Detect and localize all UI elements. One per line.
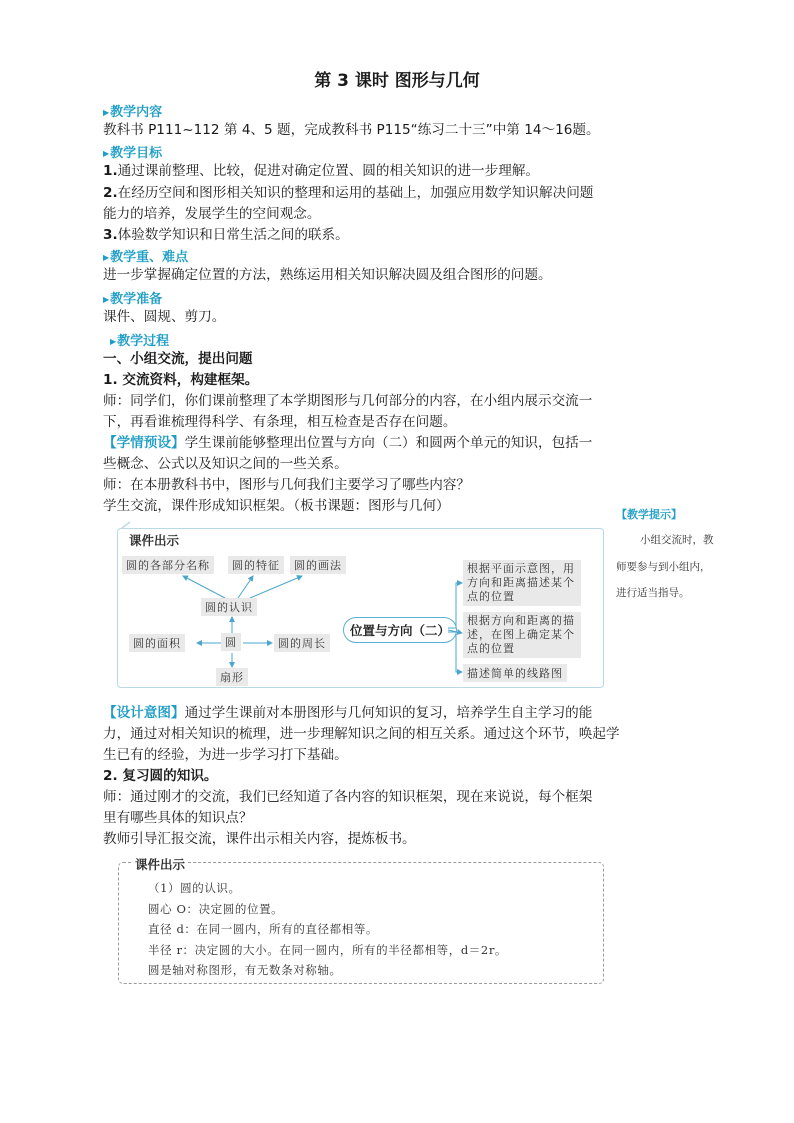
node-circle-parts: 圆的各部分名称 xyxy=(122,556,214,574)
circle-knowing-heading: （1）圆的认识。 xyxy=(148,881,241,895)
node-position-locate: 根据方向和距离的描述，在图上确定某个点的位置 xyxy=(463,612,581,658)
node-circle-knowing: 圆的认识 xyxy=(201,598,257,616)
teaching-tip-line-2: 师要参与到小组内， xyxy=(616,561,711,573)
section-process-heading: ▶教学过程 xyxy=(110,334,170,349)
section-goals-label: 教学目标 xyxy=(110,146,163,161)
goal-2-cont: 能力的培养，发展学生的空间观念。 xyxy=(103,206,321,222)
process-text-1a: 师：同学们，你们课前整理了本学期图形与几何部分的内容，在小组内展示交流一 xyxy=(103,393,593,409)
section-key-label: 教学重、难点 xyxy=(110,250,189,265)
tag-design-intent: 【设计意图】 xyxy=(103,705,185,721)
node-route-map: 描述简单的线路图 xyxy=(463,664,567,682)
key-text: 进一步掌握确定位置的方法，熟练运用相关知识解决圆及组合图形的问题。 xyxy=(103,267,552,283)
section-content-heading: ▶教学内容 xyxy=(103,105,163,120)
process-text-6b: 里有哪些具体的知识点？ xyxy=(103,810,253,826)
circle-diameter-line: 直径 d：在同一圆内，所有的直径都相等。 xyxy=(148,922,379,936)
section-key-heading: ▶教学重、难点 xyxy=(103,250,189,265)
node-circle-drawing: 圆的画法 xyxy=(290,556,346,574)
process-heading-1: 一、小组交流，提出问题 xyxy=(103,351,253,367)
courseware-label-2: 课件出示 xyxy=(132,855,188,873)
node-circle: 圆 xyxy=(221,633,241,651)
content-text: 教科书 P111~112 第 4、5 题，完成教科书 P115“练习二十三”中第 14～16题。 xyxy=(103,122,600,138)
process-subheading-2: 2. 复习圆的知识。 xyxy=(103,768,218,784)
node-position-direction: 位置与方向（二） xyxy=(343,617,457,643)
process-text-3: 师：在本册教科书中，图形与几何我们主要学习了哪些内容？ xyxy=(103,477,471,493)
process-text-5b: 力，通过对相关知识的梳理，进一步理解知识之间的相互关系。通过这个环节，唤起学 xyxy=(103,726,620,742)
section-content-label: 教学内容 xyxy=(110,105,163,120)
process-text-4: 学生交流，课件形成知识框架。（板书课题：图形与几何） xyxy=(103,498,450,514)
section-prep-label: 教学准备 xyxy=(110,292,163,307)
circle-radius-line: 半径 r：决定圆的大小。在同一圆内，所有的半径都相等，d＝2r。 xyxy=(148,943,508,957)
prep-text: 课件、圆规、剪刀。 xyxy=(103,309,226,325)
teaching-tip-line-3: 进行适当指导。 xyxy=(616,587,690,599)
process-subheading-1: 1. 交流资料，构建框架。 xyxy=(103,372,259,388)
node-circle-perimeter: 圆的周长 xyxy=(274,634,330,652)
node-sector: 扇形 xyxy=(216,668,248,686)
teaching-tip-tag: 【教学提示】 xyxy=(616,508,682,521)
section-process-label: 教学过程 xyxy=(117,334,170,349)
process-text-1b: 下，再看谁梳理得科学、有条理，相互检查是否存在问题。 xyxy=(103,414,457,430)
goal-1: 1.通过课前整理、比较，促进对确定位置、圆的相关知识的进一步理解。 xyxy=(103,163,540,179)
process-text-5a: 【设计意图】通过学生课前对本册图形与几何知识的复习，培养学生自主学习的能 xyxy=(103,705,593,721)
node-circle-area: 圆的面积 xyxy=(129,634,185,652)
process-text-5c: 生已有的经验，为进一步学习打下基础。 xyxy=(103,747,348,763)
page-title: 第 3 课时 图形与几何 xyxy=(314,71,480,91)
section-prep-heading: ▶教学准备 xyxy=(103,292,163,307)
process-text-7: 教师引导汇报交流，课件出示相关内容，提炼板书。 xyxy=(103,831,416,847)
process-text-6a: 师：通过刚才的交流，我们已经知道了各内容的知识框架，现在来说说，每个框架 xyxy=(103,789,593,805)
node-circle-features: 圆的特征 xyxy=(228,556,284,574)
circle-symmetry-line: 圆是轴对称图形，有无数条对称轴。 xyxy=(148,963,342,977)
goal-2: 2.在经历空间和图形相关知识的整理和运用的基础上，加强应用数学知识解决问题 xyxy=(103,185,594,201)
process-text-2b: 些概念、公式以及知识之间的一些关系。 xyxy=(103,456,348,472)
node-position-describe: 根据平面示意图，用方向和距离描述某个点的位置 xyxy=(463,560,581,606)
circle-center-line: 圆心 O：决定圆的位置。 xyxy=(148,902,284,916)
teaching-tip-line-1: 小组交流时，教 xyxy=(640,534,714,546)
goal-3: 3.体验数学知识和日常生活之间的联系。 xyxy=(103,227,349,243)
section-goals-heading: ▶教学目标 xyxy=(103,146,163,161)
tag-situation: 【学情预设】 xyxy=(103,435,185,451)
courseware-label-1: 课件出示 xyxy=(126,531,182,549)
process-text-2a: 【学情预设】学生课前能够整理出位置与方向（二）和圆两个单元的知识，包括一 xyxy=(103,435,593,451)
